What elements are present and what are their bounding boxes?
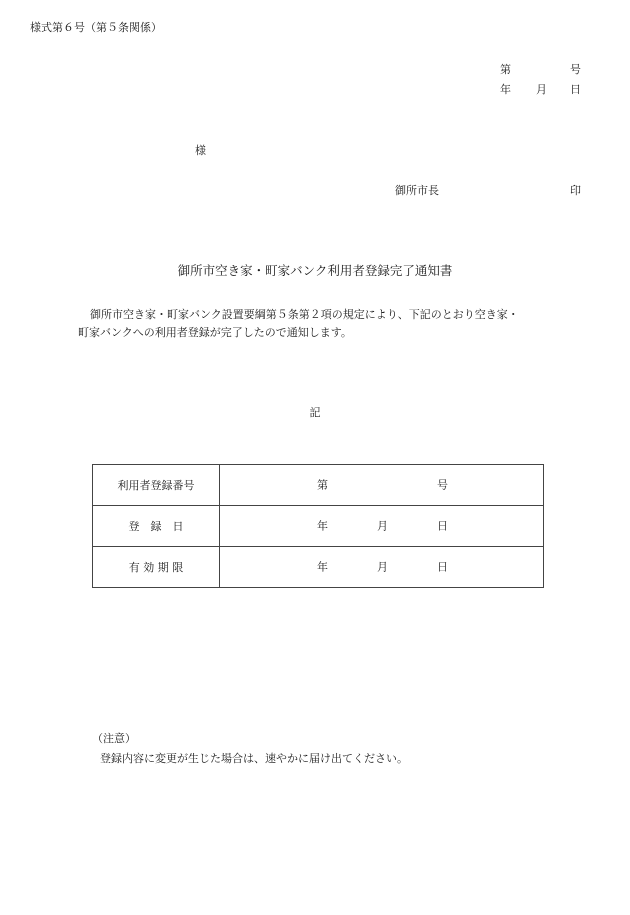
sender-name: 御所市長	[395, 184, 439, 197]
document-title: 御所市空き家・町家バンク利用者登録完了通知書	[177, 263, 453, 278]
number-suffix: 号	[437, 478, 448, 492]
date-year: 年	[500, 83, 511, 96]
expiry-month-unit: 月	[377, 560, 388, 574]
note-heading: （注意）	[92, 732, 136, 745]
row-label-expiry-date: 有 効 期 限	[93, 547, 220, 588]
body-text-line-2: 町家バンクへの利用者登録が完了したので通知します。	[78, 326, 352, 339]
form-number: 様式第６号（第５条関係）	[30, 21, 162, 34]
date-month-unit: 月	[377, 519, 388, 533]
row-label-registration-date: 登 録 日	[93, 506, 220, 547]
ki-heading: 記	[309, 406, 321, 419]
doc-number-prefix: 第	[500, 63, 511, 76]
date-day: 日	[570, 83, 581, 96]
date-day-unit: 日	[437, 519, 448, 533]
body-text-line-1: 御所市空き家・町家バンク設置要綱第５条第２項の規定により、下記のとおり空き家・	[90, 308, 519, 321]
table-row-registration-date	[93, 506, 544, 547]
expiry-date-value	[220, 547, 544, 588]
note-text: 登録内容に変更が生じた場合は、速やかに届け出てください。	[100, 752, 408, 765]
registration-date-value	[220, 506, 544, 547]
date-month: 月	[536, 83, 547, 96]
seal-mark: 印	[570, 184, 581, 197]
doc-number-suffix: 号	[570, 63, 581, 76]
number-prefix: 第	[317, 478, 328, 492]
expiry-day-unit: 日	[437, 560, 448, 574]
table-row-registration-number	[93, 465, 544, 506]
row-label-registration-number: 利用者登録番号	[93, 465, 220, 506]
date-year-unit: 年	[317, 519, 328, 533]
registration-number-value	[220, 465, 544, 506]
registration-table	[92, 464, 544, 588]
expiry-year-unit: 年	[317, 560, 328, 574]
table-row-expiry-date	[93, 547, 544, 588]
addressee-suffix: 様	[195, 144, 206, 157]
